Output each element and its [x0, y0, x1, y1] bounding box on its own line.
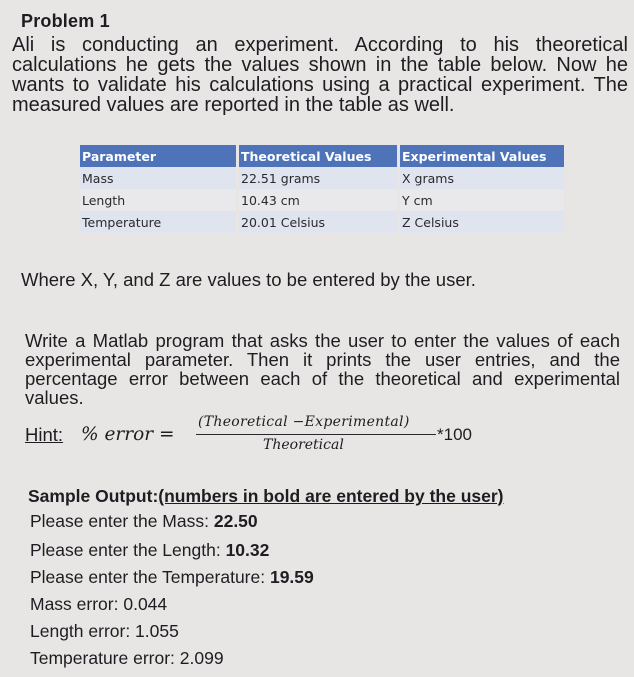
cell-parameter: Mass — [80, 167, 238, 189]
user-entry: 10.32 — [225, 540, 270, 560]
fraction-bar — [196, 434, 436, 435]
prompt-text: Please enter the Temperature: — [30, 567, 270, 587]
output-line: Temperature error: 2.099 — [30, 648, 224, 668]
table-row — [80, 189, 564, 211]
cell-experimental: Y cm — [399, 189, 565, 211]
prompt-text: Please enter the Mass: — [30, 511, 214, 531]
prompt-text: Please enter the Length: — [30, 540, 226, 560]
hint-label: Hint: — [25, 424, 64, 445]
cell-experimental: X grams — [399, 167, 565, 189]
hint-multiplier: *100 — [437, 425, 472, 444]
cell-experimental: Z Celsius — [399, 211, 565, 233]
parameter-table — [80, 145, 564, 233]
cell-theoretical: 10.43 cm — [238, 189, 399, 211]
sample-prefix: Sample Output: — [28, 486, 159, 506]
table-row — [80, 167, 564, 189]
output-line — [30, 567, 314, 588]
cell-theoretical: 22.51 grams — [238, 167, 399, 189]
hint-variable: % error = — [81, 424, 175, 445]
sample-output-heading — [28, 486, 504, 507]
cell-theoretical: 20.01 Celsius — [238, 211, 399, 233]
header-experimental: Experimental Values — [399, 145, 565, 167]
fraction-denominator: Theoretical — [263, 437, 344, 453]
output-line: Mass error: 0.044 — [30, 594, 168, 614]
problem-intro: Ali is conducting an experiment. According to his theoretical calculations he gets the values shown in the table below. Now he wants to validate his calculations using a practical experiment. The measured values are reported in the table as well. — [12, 34, 628, 116]
user-entry: 19.59 — [269, 567, 314, 587]
problem-title: Problem 1 — [21, 11, 110, 31]
cell-parameter: Length — [80, 189, 238, 211]
table-row — [80, 211, 564, 233]
output-line — [30, 511, 258, 532]
header-theoretical: Theoretical Values — [238, 145, 399, 167]
table-header-row — [80, 145, 564, 167]
header-parameter: Parameter — [80, 145, 238, 167]
task-description: Write a Matlab program that asks the user to enter the values of each experimental parameter. Then it prints the user entries, and the percentage error between each of the theoretical and experimental values. — [25, 330, 620, 408]
user-entry: 22.50 — [213, 511, 258, 531]
sample-note: (numbers in bold are entered by the user) — [158, 486, 504, 506]
where-text: Where X, Y, and Z are values to be entered by the user. — [21, 269, 476, 290]
hint-formula — [25, 412, 525, 462]
output-line: Length error: 1.055 — [30, 621, 179, 641]
output-line — [30, 540, 269, 561]
cell-parameter: Temperature — [80, 211, 238, 233]
fraction-numerator: (Theoretical −Experimental) — [198, 414, 410, 430]
